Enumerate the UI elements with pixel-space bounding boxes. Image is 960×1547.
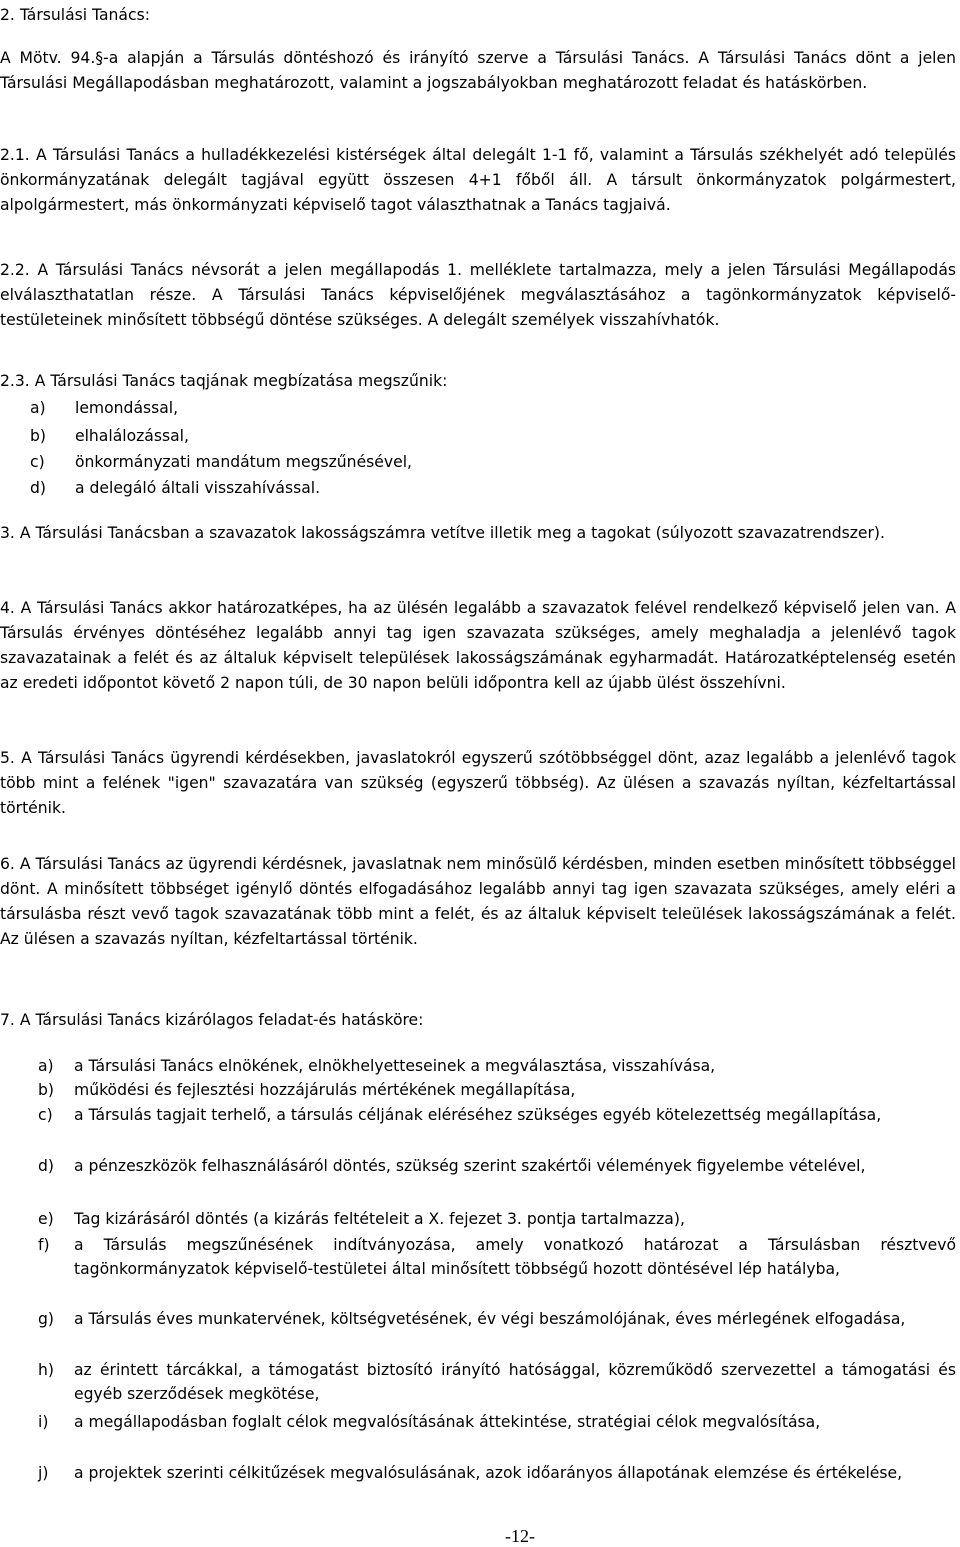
list-item: b) működési és fejlesztési hozzájárulás mértékének megállapítása, xyxy=(38,1081,576,1099)
list-item: h) az érintett tárcákkal, a támogatást biztosító irányító hatósággal, közreműködő szervezettel a támogatási és egyéb szerződések megkötése, xyxy=(38,1361,956,1403)
para-5: 5. A Társulási Tanács ügyrendi kérdésekben, javaslatokról egyszerű szótöbbséggel dönt, azaz legalább a jelenlévő tagok több mint a felének "igen" szavazatára van szükség (egyszerű többség). Az ülésen a szavazás nyíltan, kézfeltartással történik. xyxy=(0,749,956,817)
para-3: 3. A Társulási Tanácsban a szavazatok lakosságszámra vetítve illetik meg a tagokat (súlyozott szavazatrendszer). xyxy=(0,524,885,542)
page-number: -12- xyxy=(505,1526,535,1546)
list-item: i) a megállapodásban foglalt célok megvalósításának áttekintése, stratégiai célok megvalósítása, xyxy=(38,1413,821,1431)
list-item: d) a pénzeszközök felhasználásáról döntés, szükség szerint szakértői vélemények figyelembe vételével, xyxy=(38,1157,866,1175)
para-2-2: 2.2. A Társulási Tanács névsorát a jelen megállapodás 1. melléklete tartalmazza, mely a jelen Társulási Megállapodás elválaszthatatlan része. A Társulási Tanács képviselőjének megválasztásához a tagönkormányzatok képviselő-testületeinek minősített többségű döntése szükséges. A delegált személyek visszahívhatók. xyxy=(0,261,956,329)
para-intro: A Mötv. 94.§-a alapján a Társulás döntéshozó és irányító szerve a Társulási Tanács. A Társulási Tanács dönt a jelen Társulási Megállapodásban meghatározott, valamint a jogszabályokban meghatározott feladat és hatáskörben. xyxy=(0,49,956,92)
list-item: c) önkormányzati mandátum megszűnésével, xyxy=(30,453,412,471)
list-item: b) elhalálozással, xyxy=(30,427,189,445)
list-item: a) lemondással, xyxy=(30,399,179,417)
list-item: d) a delegáló általi visszahívással. xyxy=(30,479,321,497)
para-7: 7. A Társulási Tanács kizárólagos feladat-és hatásköre: xyxy=(0,1011,424,1029)
list-item: g) a Társulás éves munkatervének, költségvetésének, év végi beszámolójának, éves mérlegének elfogadása, xyxy=(38,1310,906,1328)
heading-2: 2. Társulási Tanács: xyxy=(0,6,150,24)
para-4: 4. A Társulási Tanács akkor határozatképes, ha az ülésén legalább a szavazatok felével rendelkező képviselő jelen van. A Társulás érvényes döntéséhez legalább annyi tag igen szavazata szükséges, amely meghaladja a jelenlévő tagok szavazatainak a felét és az általuk képviselt települések lakosságszámának egyharmadát. Határozatképtelenség esetén az eredeti időpontot követő 2 napon túli, de 30 napon belüli időpontra kell az újabb ülést összehívni. xyxy=(0,599,956,692)
list-item: c) a Társulás tagjait terhelő, a társulás céljának eléréséhez szükséges egyéb kötelezettség megállapítása, xyxy=(38,1106,882,1124)
list-item: f) a Társulás megszűnésének indítványozása, amely vonatkozó határozat a Társulásban résztvevő tagönkormányzatok képviselő-testületei által minősített többségű hozott döntésével lép hatályba, xyxy=(38,1236,956,1278)
para-6: 6. A Társulási Tanács az ügyrendi kérdésnek, javaslatnak nem minősülő kérdésben, minden esetben minősített többséggel dönt. A minősített többséget igénylő döntés elfogadásához legalább annyi tag igen szavazata szükséges, amely eléri a társulásba részt vevő tagok szavazatának több mint a felét, és az általuk képviselt teleülések lakosságszámának a felét. Az ülésen a szavazás nyíltan, kézfeltartással történik. xyxy=(0,855,956,948)
list-item: e) Tag kizárásáról döntés (a kizárás feltételeit a X. fejezet 3. pontja tartalmazza), xyxy=(38,1210,685,1228)
list-item: a) a Társulási Tanács elnökének, elnökhelyetteseinek a megválasztása, visszahívása, xyxy=(38,1057,716,1075)
para-2-1: 2.1. A Társulási Tanács a hulladékkezelési kistérségek által delegált 1-1 fő, valamint a Társulás székhelyét adó település önkormányzatának delegált tagjával együtt összesen 4+1 főből áll. A társult önkormányzatok polgármestert, alpolgármestert, más önkormányzati képviselő tagot választhatnak a Tanács tagjaivá. xyxy=(0,146,956,214)
list-item: j) a projektek szerinti célkitűzések megvalósulásának, azok időarányos állapotának elemzése és értékelése, xyxy=(38,1464,903,1482)
para-2-3: 2.3. A Társulási Tanács taqjának megbízatása megszűnik: xyxy=(0,372,448,390)
